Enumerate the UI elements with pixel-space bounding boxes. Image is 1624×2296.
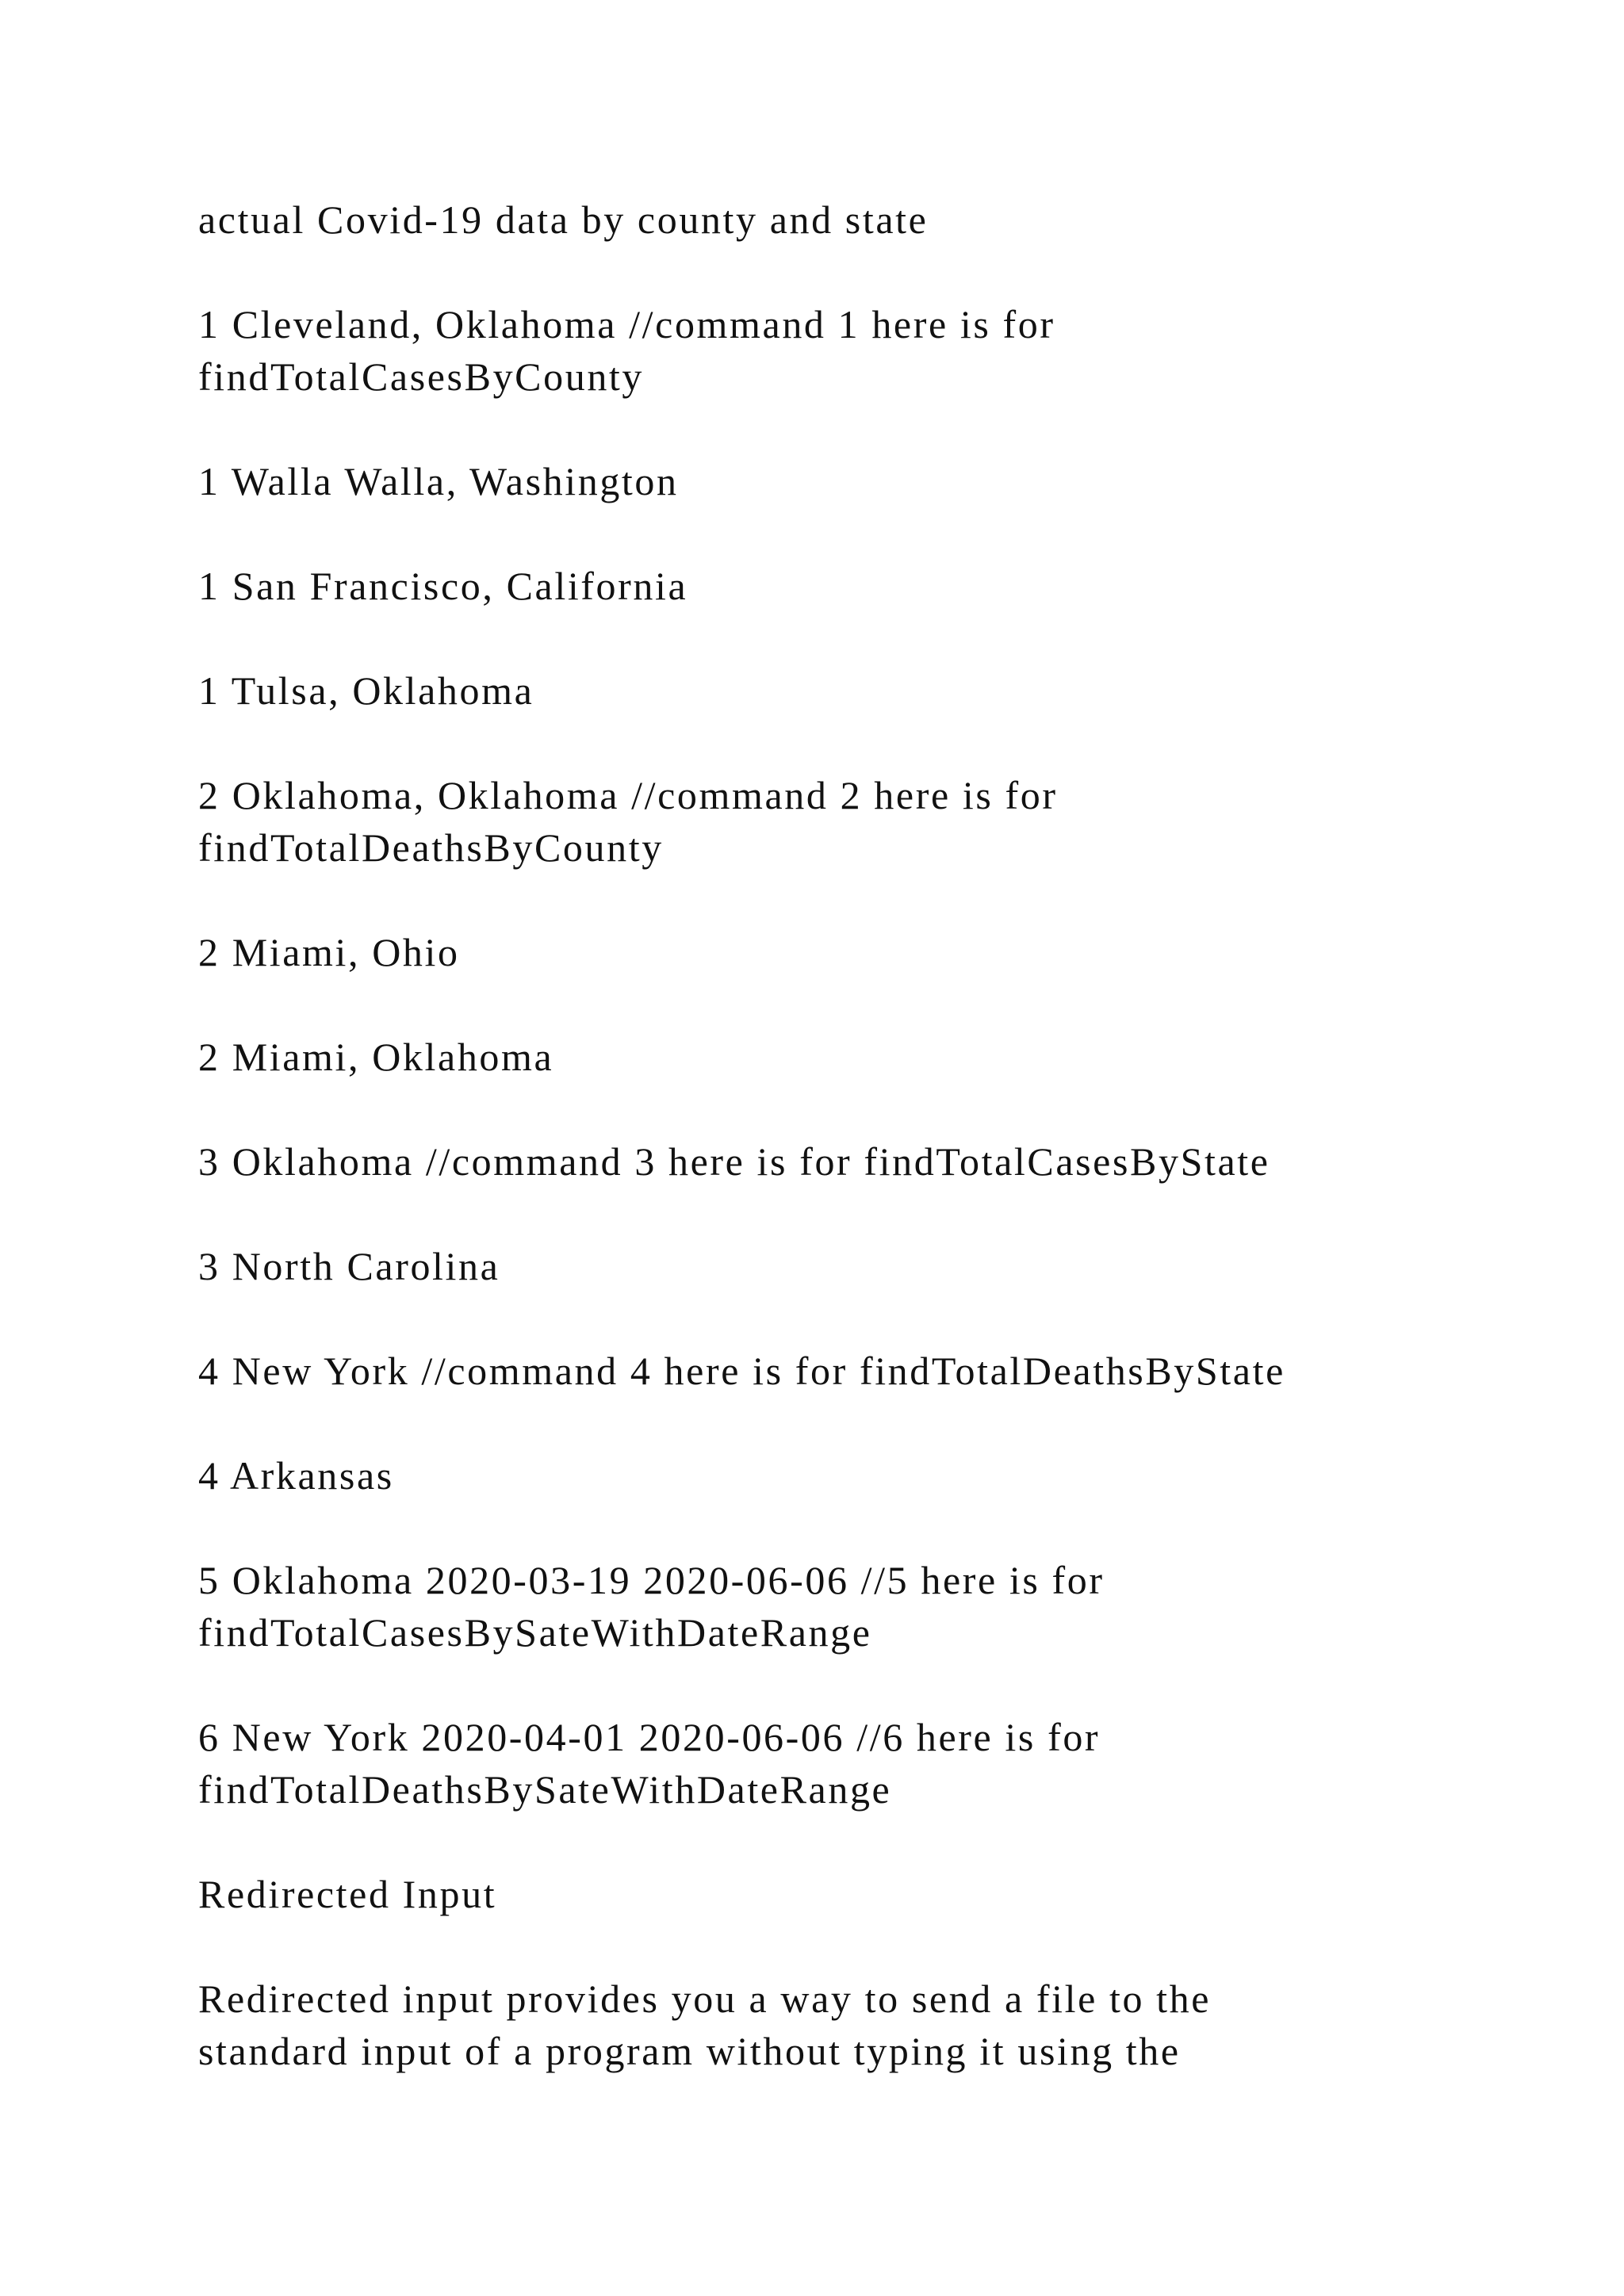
text-line: 6 New York 2020-04-01 2020-06-06 //6 here is for: [198, 1715, 1101, 1759]
text-line: Redirected Input: [198, 1872, 497, 1916]
paragraph-command-3-oklahoma: [198, 1135, 1435, 1188]
text-line: 4 Arkansas: [198, 1453, 394, 1498]
paragraph-command-1-san-francisco: [198, 560, 1435, 612]
text-line: 1 Tulsa, Oklahoma: [198, 668, 534, 713]
paragraph-command-4-arkansas: [198, 1449, 1435, 1502]
text-line: 3 Oklahoma //command 3 here is for findTotalCasesByState: [198, 1139, 1270, 1184]
paragraph-command-4-new-york: [198, 1345, 1435, 1397]
document-body: [198, 193, 1435, 2130]
paragraph-command-6-new-york-range: [198, 1711, 1435, 1816]
text-line: 2 Oklahoma, Oklahoma //command 2 here is for: [198, 773, 1058, 817]
text-line: actual Covid-19 data by county and state: [198, 197, 929, 242]
paragraph-command-1-walla-walla: [198, 455, 1435, 507]
text-line: 1 Cleveland, Oklahoma //command 1 here is for: [198, 302, 1055, 346]
paragraph-command-2-miami-ohio: [198, 926, 1435, 978]
paragraph-command-2-miami-oklahoma: [198, 1031, 1435, 1083]
text-line: standard input of a program without typing it using the: [198, 2029, 1181, 2073]
text-line: 1 Walla Walla, Washington: [198, 459, 679, 503]
text-line: 1 San Francisco, California: [198, 564, 688, 608]
paragraph-command-1-tulsa: [198, 664, 1435, 717]
paragraph-command-5-oklahoma-range: [198, 1554, 1435, 1659]
text-line: 5 Oklahoma 2020-03-19 2020-06-06 //5 here is for: [198, 1558, 1105, 1602]
paragraph-command-2-oklahoma: [198, 769, 1435, 874]
text-line: findTotalDeathsByCounty: [198, 825, 664, 870]
text-line: findTotalCasesByCounty: [198, 354, 645, 399]
paragraph-command-3-north-carolina: [198, 1240, 1435, 1292]
text-line: findTotalDeathsBySateWithDateRange: [198, 1767, 892, 1812]
text-line: findTotalCasesBySateWithDateRange: [198, 1610, 872, 1655]
text-line: 4 New York //command 4 here is for findTotalDeathsByState: [198, 1349, 1285, 1393]
text-line: 2 Miami, Oklahoma: [198, 1035, 554, 1079]
text-line: 3 North Carolina: [198, 1244, 500, 1288]
paragraph-command-1-cleveland: [198, 298, 1435, 403]
text-line: Redirected input provides you a way to send a file to the: [198, 1976, 1212, 2021]
section-heading-redirected-input: [198, 1868, 1435, 1920]
paragraph-intro: [198, 193, 1435, 246]
text-line: 2 Miami, Ohio: [198, 930, 460, 974]
paragraph-redirected-input-body: [198, 1973, 1435, 2077]
